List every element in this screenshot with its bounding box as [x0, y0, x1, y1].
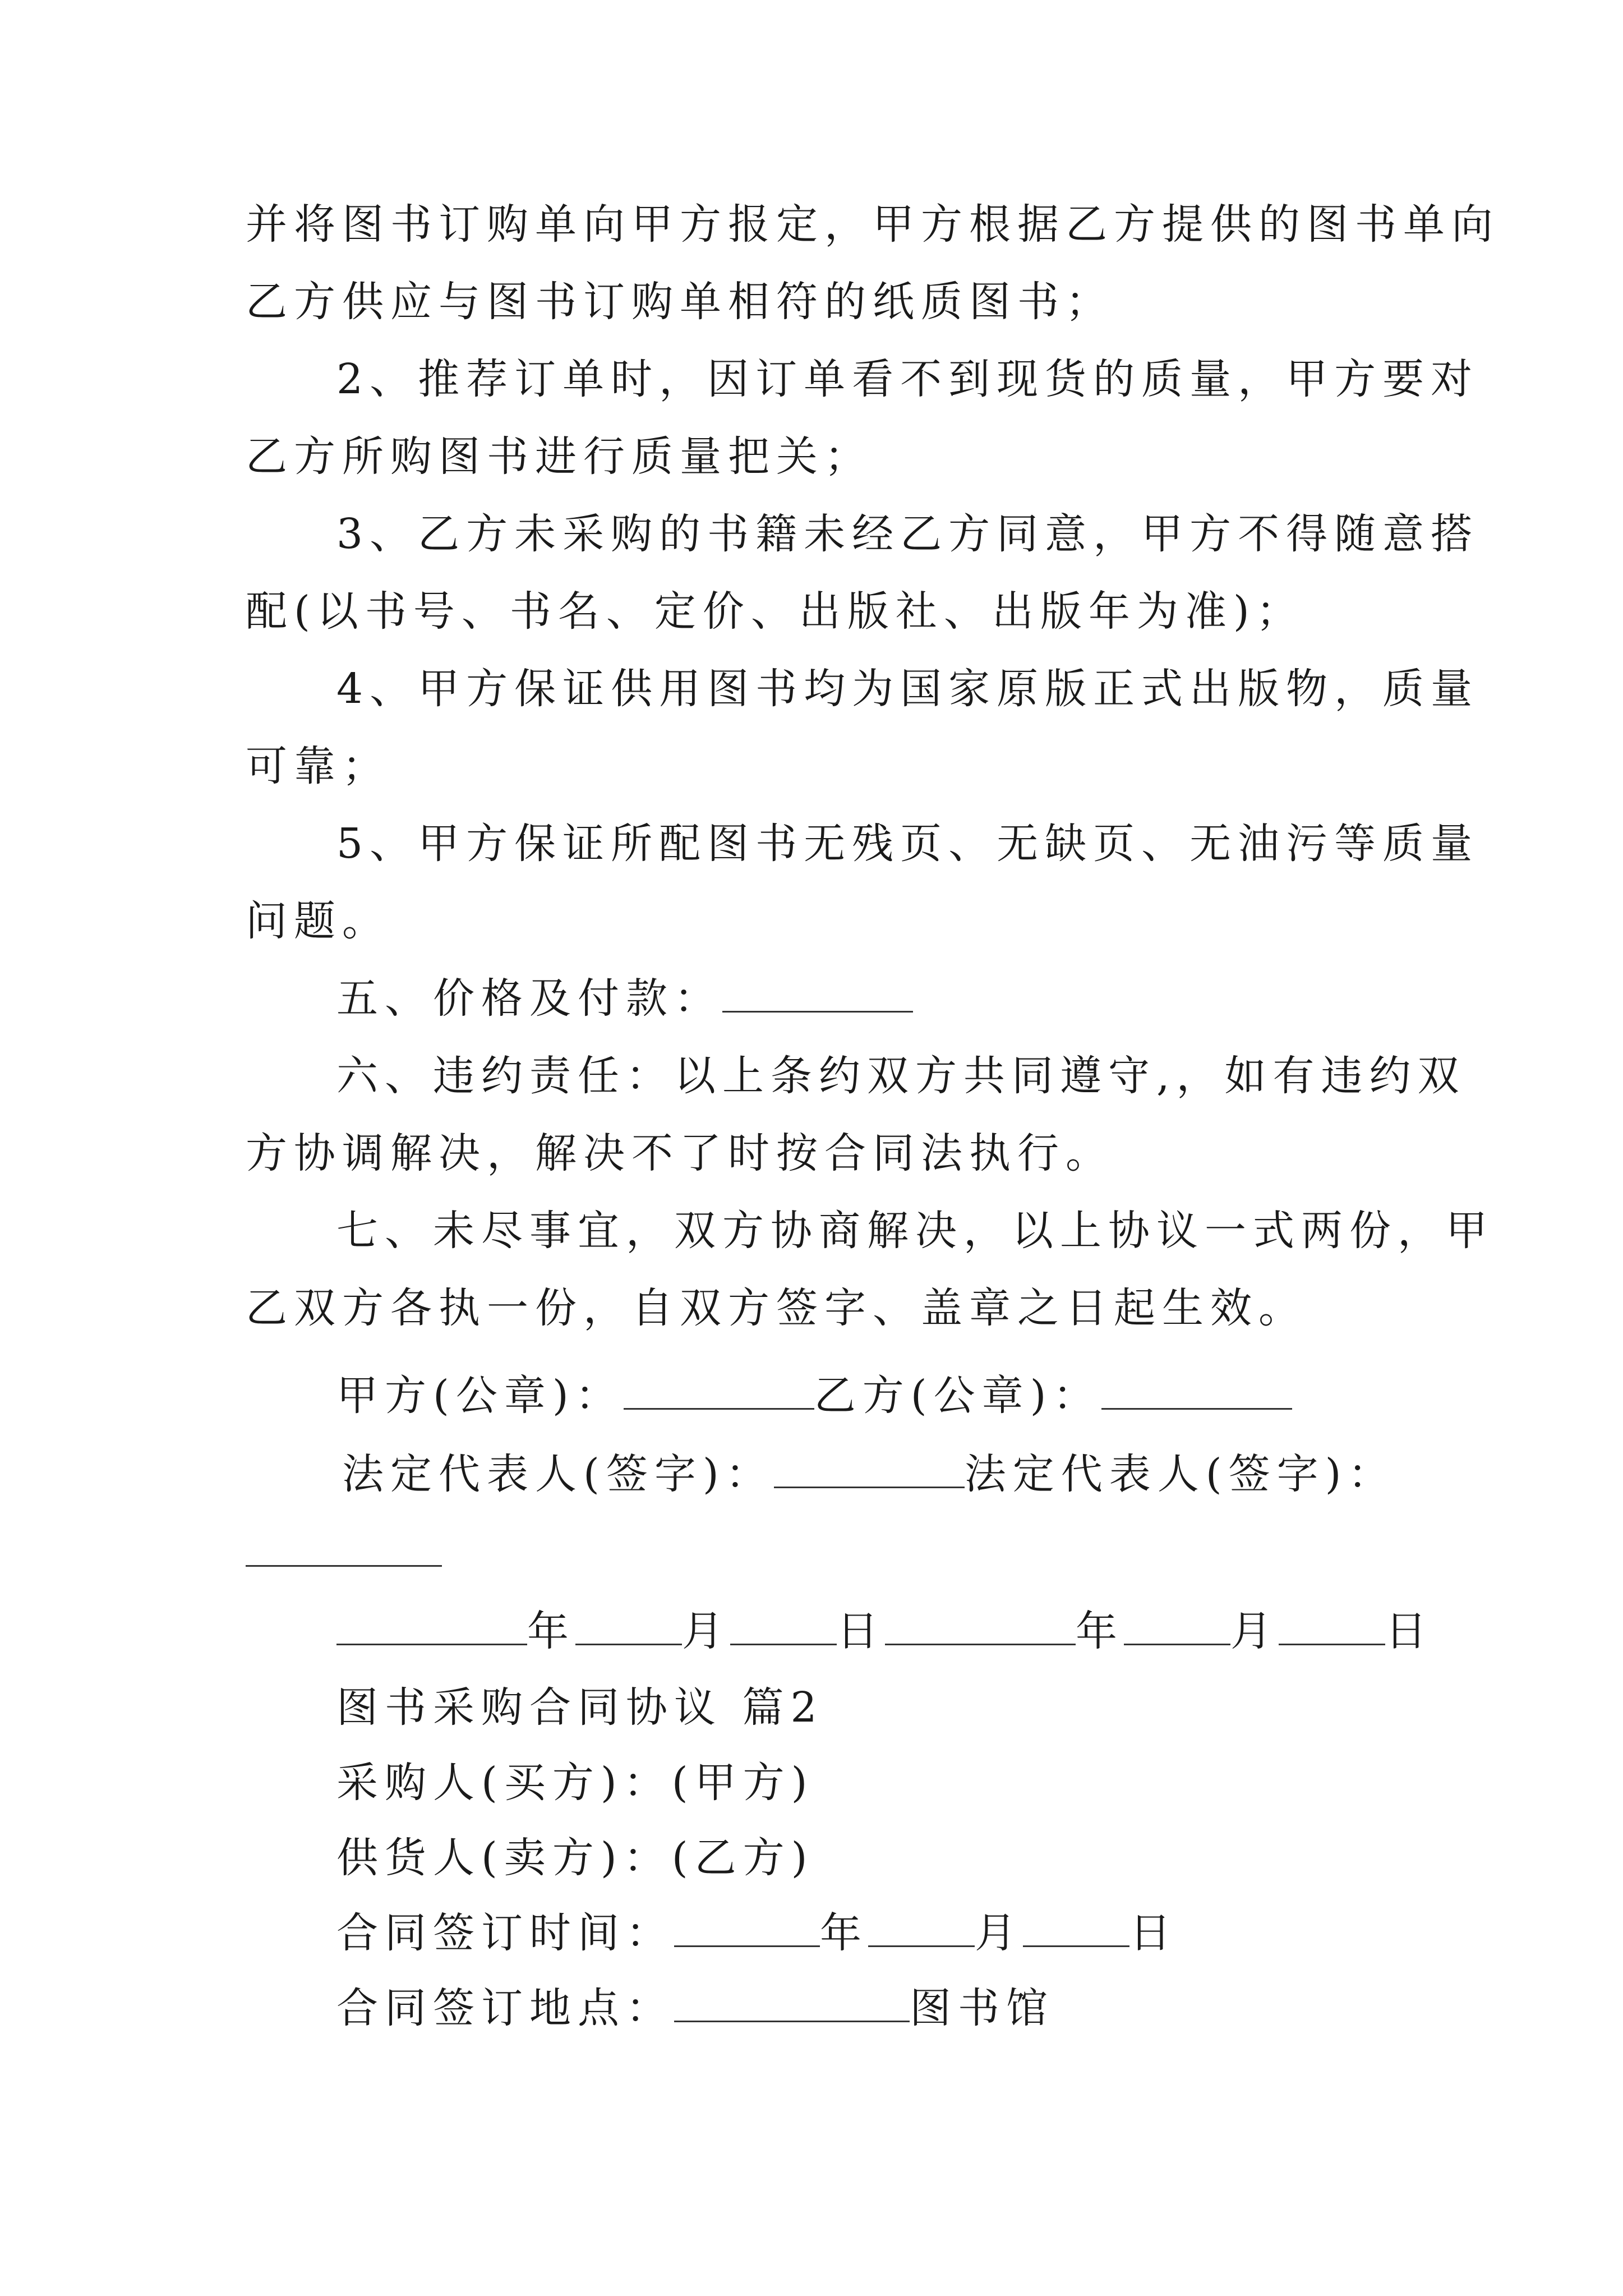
date-b-year-blank	[885, 1604, 1076, 1645]
liability-line-1: 六、违约责任：以上条约双方共同遵守,，如有违约双	[336, 1052, 1466, 1100]
date-b-day-blank	[1279, 1604, 1385, 1645]
other-line-2: 乙双方各执一份，自双方签字、盖章之日起生效。	[246, 1284, 1307, 1332]
liability-line-2: 方协调解决，解决不了时按合同法执行。	[246, 1129, 1114, 1177]
rep-line	[342, 1447, 1396, 1501]
clause-4-line-2: 可靠；	[246, 742, 390, 790]
seller-line: 供货人(卖方)：(乙方)	[336, 1834, 814, 1882]
date-a-year-blank	[336, 1604, 527, 1645]
sign-day: 日	[1129, 1909, 1178, 1957]
clause-3-line-1: 3、乙方未采购的书籍未经乙方同意，甲方不得随意搭	[336, 510, 1479, 558]
party-b-seal-blank	[1101, 1369, 1292, 1410]
rep-a-label: 法定代表人(签字)：	[342, 1450, 774, 1498]
sign-time-line	[336, 1906, 1178, 1960]
date-a-month-blank	[575, 1604, 682, 1645]
buyer-line: 采购人(买方)：(甲方)	[336, 1759, 814, 1807]
sign-place-line	[336, 1981, 1054, 2035]
sign-year-blank	[674, 1906, 820, 1947]
clause-2-line-1: 2、推荐订单时，因订单看不到现货的质量，甲方要对	[336, 355, 1479, 403]
rep-b-label: 法定代表人(签字)：	[964, 1450, 1396, 1498]
sign-month-blank	[868, 1906, 975, 1947]
date-a-year: 年	[527, 1607, 575, 1655]
seal-line	[336, 1369, 1292, 1423]
para-line-1: 并将图书订购单向甲方报定，甲方根据乙方提供的图书单向	[246, 200, 1500, 249]
price-blank	[722, 972, 913, 1013]
clause-5-line-2: 问题。	[246, 897, 390, 945]
sign-place-blank	[674, 1981, 910, 2022]
other-line-1: 七、未尽事宜，双方协商解决，以上协议一式两份，甲	[336, 1207, 1494, 1255]
sign-year: 年	[820, 1909, 868, 1957]
date-line	[336, 1604, 1433, 1658]
party-a-seal-blank	[624, 1369, 814, 1410]
library-label: 图书馆	[910, 1984, 1054, 2032]
para-line-2: 乙方供应与图书订购单相符的纸质图书；	[246, 278, 1114, 326]
sign-place-label: 合同签订地点：	[336, 1984, 674, 2032]
date-b-day: 日	[1385, 1607, 1433, 1655]
clause-4-line-1: 4、甲方保证供用图书均为国家原版正式出版物，质量	[336, 665, 1479, 713]
sign-time-label: 合同签订时间：	[336, 1909, 674, 1957]
price-line	[336, 972, 913, 1025]
date-b-month: 月	[1230, 1607, 1279, 1655]
sign-day-blank	[1023, 1906, 1129, 1947]
date-a-month: 月	[682, 1607, 730, 1655]
clause-3-line-2: 配(以书号、书名、定价、出版社、出版年为准)；	[246, 587, 1304, 636]
sign-month: 月	[975, 1909, 1023, 1957]
price-label: 五、价格及付款：	[336, 974, 722, 1023]
date-a-day: 日	[837, 1607, 885, 1655]
clause-5-line-1: 5、甲方保证所配图书无残页、无缺页、无油污等质量	[336, 820, 1479, 868]
party-b-seal-label: 乙方(公章)：	[814, 1372, 1101, 1420]
rep-a-blank	[774, 1447, 965, 1488]
date-b-month-blank	[1124, 1604, 1230, 1645]
party-a-seal-label: 甲方(公章)：	[336, 1372, 624, 1420]
date-b-year: 年	[1076, 1607, 1124, 1655]
clause-2-line-2: 乙方所购图书进行质量把关；	[246, 432, 873, 481]
date-a-day-blank	[730, 1604, 837, 1645]
section-2-title: 图书采购合同协议 篇2	[336, 1683, 824, 1732]
rep-b-blank	[246, 1526, 442, 1567]
